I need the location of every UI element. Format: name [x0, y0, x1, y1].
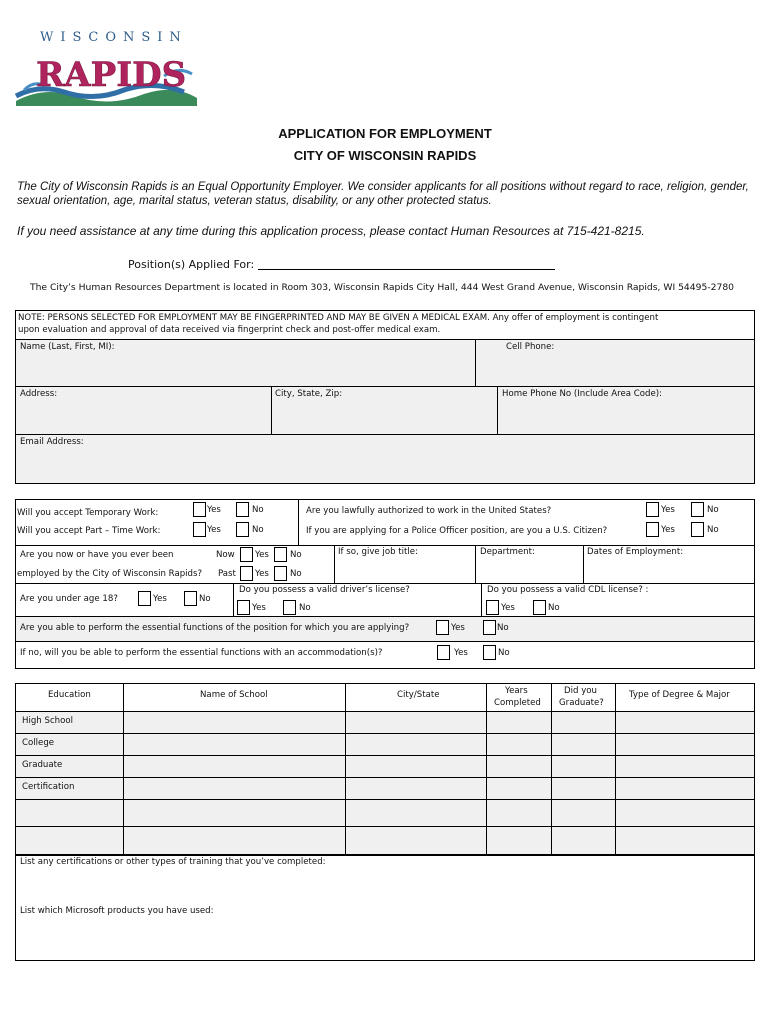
education-cell[interactable]	[345, 755, 488, 779]
divider	[298, 499, 299, 545]
accommodation-yes-checkbox[interactable]	[437, 645, 450, 660]
education-row-label: Graduate	[22, 760, 63, 770]
no-label: No	[707, 505, 719, 515]
authorized-yes-checkbox[interactable]	[646, 502, 659, 517]
divider	[615, 683, 616, 711]
divider	[123, 683, 124, 711]
education-cell[interactable]	[123, 755, 347, 779]
department-label: Department:	[480, 547, 535, 557]
city-state-header: City/State	[397, 690, 440, 700]
cdl-license-label: Do you possess a valid CDL license? :	[487, 585, 649, 595]
drivers-yes-checkbox[interactable]	[237, 600, 250, 615]
education-cell[interactable]	[486, 777, 553, 801]
divider	[334, 545, 335, 583]
education-cell[interactable]	[615, 711, 755, 735]
divider	[551, 683, 552, 711]
drivers-license-label: Do you possess a valid driver’s license?	[239, 585, 410, 595]
cdl-no-checkbox[interactable]	[533, 600, 546, 615]
yes-label: Yes	[501, 603, 515, 613]
education-cell[interactable]	[486, 733, 553, 757]
divider	[15, 854, 754, 855]
divider	[481, 583, 482, 616]
past-yes-checkbox[interactable]	[240, 566, 253, 581]
part-time-label: Will you accept Part – Time Work:	[17, 526, 161, 536]
address-label: Address:	[20, 389, 58, 399]
essential-label: Are you able to perform the essential functions of the position for which you are applying?	[20, 623, 410, 633]
no-label: No	[290, 569, 302, 579]
years-header-1: Years	[505, 686, 528, 696]
divider	[583, 545, 584, 583]
no-label: No	[299, 603, 311, 613]
temp-no-checkbox[interactable]	[236, 502, 249, 517]
no-label: No	[497, 623, 509, 633]
graduate-header-2: Graduate?	[559, 698, 604, 708]
police-citizen-label: If you are applying for a Police Officer position, are you a U.S. Citizen?	[306, 526, 608, 536]
education-cell[interactable]	[486, 711, 553, 735]
position-field[interactable]	[258, 269, 555, 270]
city-state-zip-label: City, State, Zip:	[275, 389, 343, 399]
education-cell[interactable]	[123, 711, 347, 735]
education-cell[interactable]	[551, 733, 617, 757]
yes-label: Yes	[153, 594, 167, 604]
authorized-no-checkbox[interactable]	[691, 502, 704, 517]
no-label: No	[707, 525, 719, 535]
education-cell[interactable]	[551, 755, 617, 779]
accommodation-label: If no, will you be able to perform the essential functions with an accommodation(s)?	[20, 648, 383, 658]
education-row-label: College	[22, 738, 55, 748]
wisconsin-rapids-logo	[14, 46, 199, 108]
page-title: APPLICATION FOR EMPLOYMENT	[278, 126, 492, 141]
education-cell[interactable]	[615, 733, 755, 757]
education-row-label-cell	[15, 799, 125, 828]
education-cell[interactable]	[123, 777, 347, 801]
graduate-header-1: Did you	[564, 686, 597, 696]
education-cell[interactable]	[486, 826, 553, 856]
drivers-no-checkbox[interactable]	[283, 600, 296, 615]
education-cell[interactable]	[615, 755, 755, 779]
note-line1: NOTE: PERSONS SELECTED FOR EMPLOYMENT MAY BE FINGERPRINTED AND MAY BE GIVEN A MEDICAL EXAM. Any offer of employment is contingent	[18, 313, 659, 323]
no-label: No	[290, 550, 302, 560]
yes-label: Yes	[661, 525, 675, 535]
education-cell[interactable]	[345, 777, 488, 801]
education-cell[interactable]	[615, 826, 755, 856]
part-time-no-checkbox[interactable]	[236, 522, 249, 537]
no-label: No	[252, 525, 264, 535]
education-cell[interactable]	[551, 799, 617, 828]
part-time-yes-checkbox[interactable]	[193, 522, 206, 537]
years-header-2: Completed	[494, 698, 541, 708]
now-yes-checkbox[interactable]	[240, 547, 253, 562]
divider	[345, 683, 346, 711]
education-cell[interactable]	[123, 826, 347, 856]
dates-label: Dates of Employment:	[587, 547, 684, 557]
divider	[233, 583, 234, 616]
cell-phone-label: Cell Phone:	[506, 342, 555, 352]
assistance-text: If you need assistance at any time during this application process, please contact Human Resources at 715-421-8215.	[17, 224, 645, 238]
position-label: Position(s) Applied For:	[128, 258, 255, 271]
education-row-label: Certification	[22, 782, 75, 792]
education-cell[interactable]	[551, 711, 617, 735]
questions-box	[15, 499, 755, 669]
divider	[15, 545, 754, 546]
education-cell[interactable]	[486, 799, 553, 828]
name-label: Name (Last, First, MI):	[20, 342, 115, 352]
yes-label: Yes	[661, 505, 675, 515]
education-cell[interactable]	[345, 733, 488, 757]
yes-label: Yes	[252, 603, 266, 613]
education-cell[interactable]	[345, 711, 488, 735]
citizen-no-checkbox[interactable]	[691, 522, 704, 537]
yes-label: Yes	[451, 623, 465, 633]
under-18-label: Are you under age 18?	[20, 594, 118, 604]
education-cell[interactable]	[345, 826, 488, 856]
no-label: No	[199, 594, 211, 604]
education-cell[interactable]	[551, 826, 617, 856]
education-row-label-cell	[15, 826, 125, 856]
essential-no-checkbox[interactable]	[483, 620, 496, 635]
accommodation-no-checkbox[interactable]	[483, 645, 496, 660]
home-phone-label: Home Phone No (Include Area Code):	[502, 389, 663, 399]
education-row-label: High School	[22, 716, 74, 726]
employed-label-1: Are you now or have you ever been	[20, 550, 174, 560]
yes-label: Yes	[454, 648, 468, 658]
essential-yes-checkbox[interactable]	[436, 620, 449, 635]
citizen-yes-checkbox[interactable]	[646, 522, 659, 537]
now-no-checkbox[interactable]	[274, 547, 287, 562]
no-label: No	[252, 505, 264, 515]
certifications-label: List any certifications or other types of training that you’ve completed:	[20, 857, 326, 867]
employed-label-2: employed by the City of Wisconsin Rapids?	[17, 569, 203, 579]
education-cell[interactable]	[345, 799, 488, 828]
now-label: Now	[216, 550, 235, 560]
education-cell[interactable]	[123, 799, 347, 828]
under-18-no-checkbox[interactable]	[184, 591, 197, 606]
note-line2: upon evaluation and approval of data received via fingerprint check and post-offer medical exam.	[18, 325, 441, 335]
no-label: No	[498, 648, 510, 658]
divider	[15, 583, 754, 584]
cdl-yes-checkbox[interactable]	[486, 600, 499, 615]
logo-main-text: RAPIDS	[36, 55, 187, 95]
education-cell[interactable]	[615, 799, 755, 828]
yes-label: Yes	[255, 550, 269, 560]
education-cell[interactable]	[551, 777, 617, 801]
hr-location-text: The City’s Human Resources Department is located in Room 303, Wisconsin Rapids City Hall, 444 West Grand Avenue, Wisconsin Rapids, WI 54495-2780	[30, 282, 735, 293]
under-18-yes-checkbox[interactable]	[138, 591, 151, 606]
no-label: No	[548, 603, 560, 613]
yes-label: Yes	[207, 505, 221, 515]
education-cell[interactable]	[486, 755, 553, 779]
email-field[interactable]	[15, 434, 755, 484]
logo-top-text: WISCONSIN	[40, 30, 188, 45]
education-header: Education	[48, 690, 91, 700]
microsoft-label: List which Microsoft products you have used:	[20, 906, 214, 916]
yes-label: Yes	[207, 525, 221, 535]
temp-yes-checkbox[interactable]	[193, 502, 206, 517]
divider	[475, 545, 476, 583]
job-title-label: If so, give job title:	[338, 547, 418, 557]
page-subtitle: CITY OF WISCONSIN RAPIDS	[293, 148, 477, 163]
divider	[486, 683, 487, 711]
education-cell[interactable]	[615, 777, 755, 801]
email-label: Email Address:	[20, 437, 84, 447]
yes-label: Yes	[255, 569, 269, 579]
school-header: Name of School	[200, 690, 268, 700]
past-no-checkbox[interactable]	[274, 566, 287, 581]
temp-work-label: Will you accept Temporary Work:	[17, 508, 159, 518]
past-label: Past	[218, 569, 236, 579]
education-cell[interactable]	[123, 733, 347, 757]
eeo-statement: The City of Wisconsin Rapids is an Equal Opportunity Employer. We consider applicants for all positions without regard to race, religion, gender, sexual orientation, age, marital status, veteran status, disability, or any other protected status.	[17, 181, 749, 207]
degree-header: Type of Degree & Major	[629, 690, 730, 700]
authorized-label: Are you lawfully authorized to work in the United States?	[306, 506, 552, 516]
